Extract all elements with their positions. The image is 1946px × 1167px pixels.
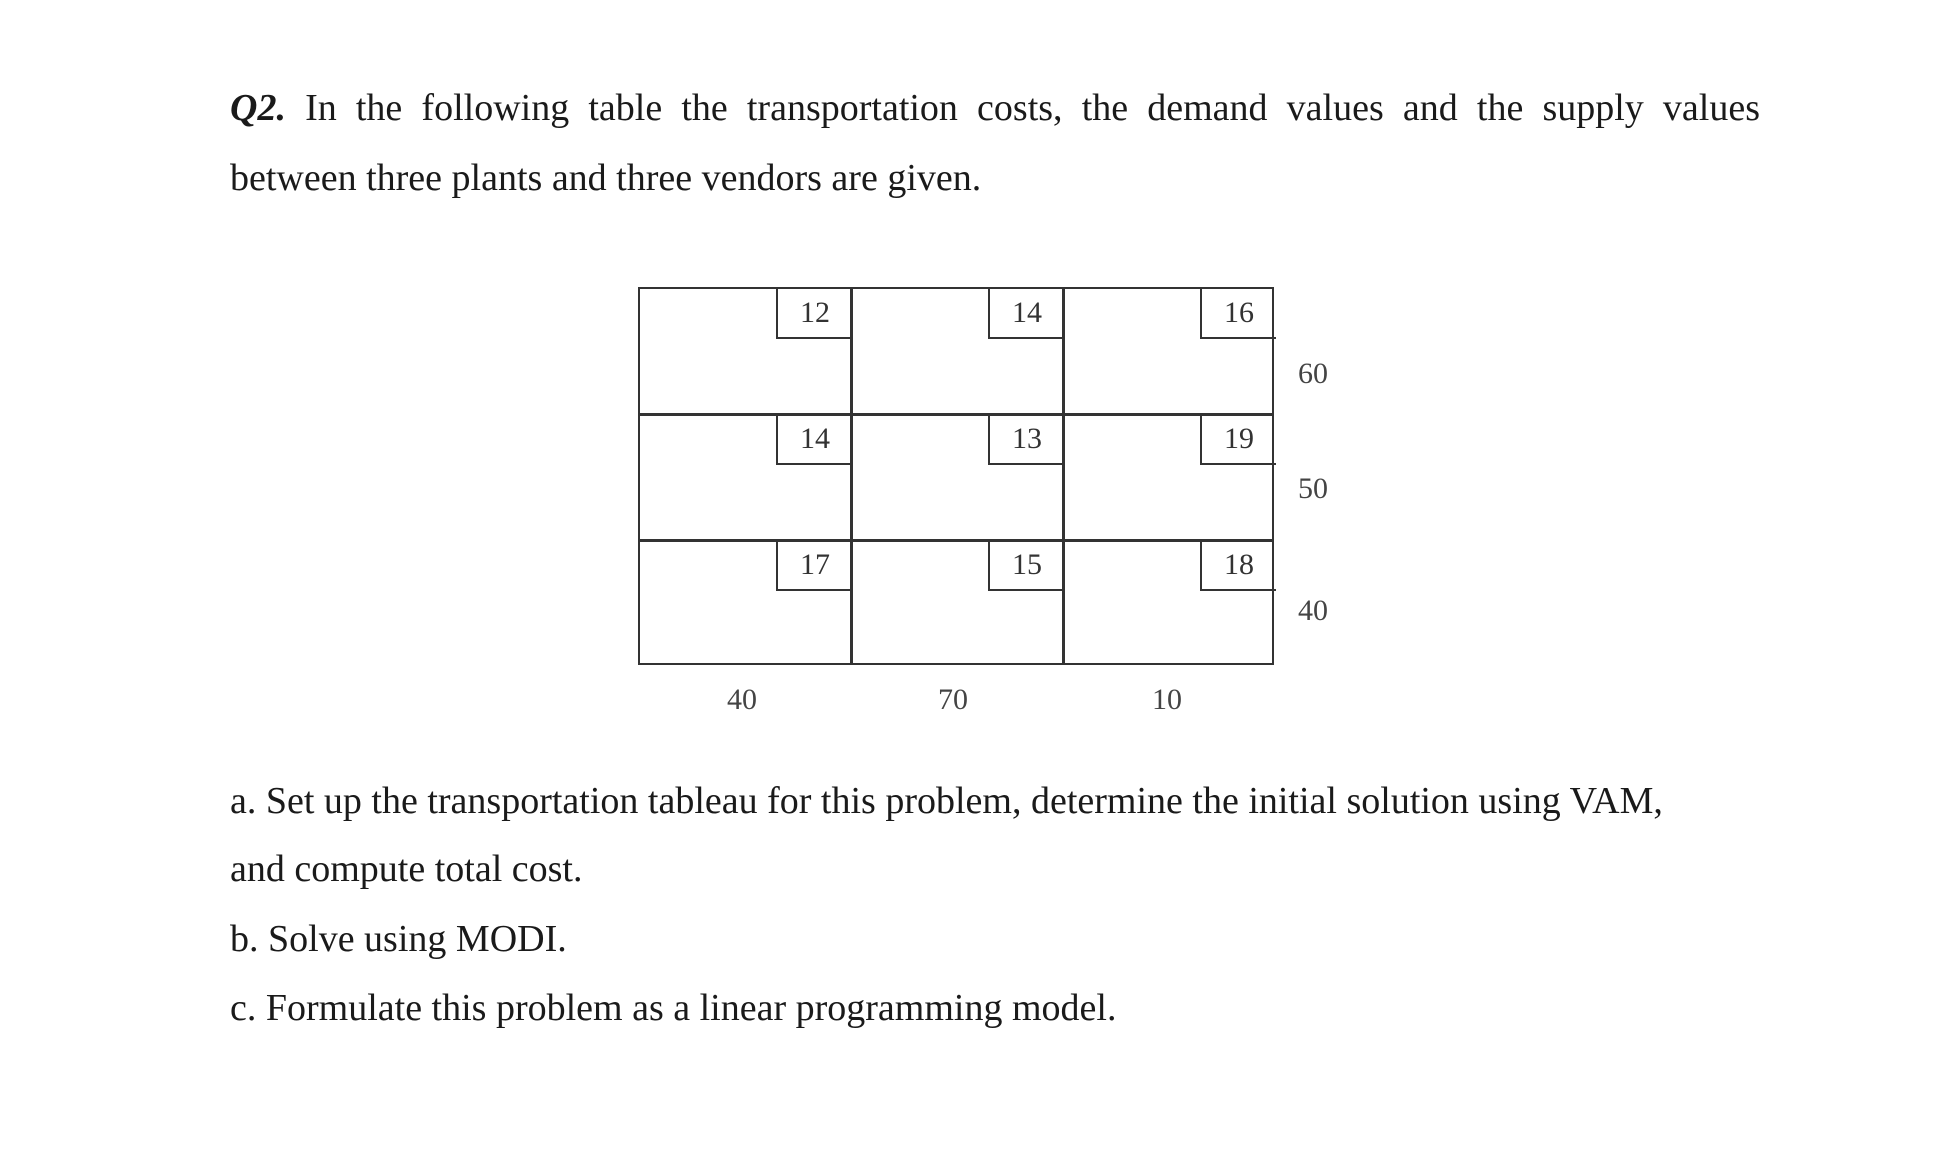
demand-value: 40: [727, 683, 757, 716]
supply-value: 50: [1298, 472, 1328, 505]
question-text: In the following table the transportation costs, the demand values and the supply values between three plants and three vendors are given.: [230, 87, 1760, 199]
cost-cell: 15: [988, 541, 1064, 591]
cost-cell: 16: [1200, 289, 1276, 339]
part-c: c. Formulate this problem as a linear programming model.: [230, 987, 1117, 1029]
row-divider: [640, 413, 1272, 416]
question-label: Q2.: [230, 87, 286, 129]
cost-cell: 13: [988, 415, 1064, 465]
cost-cell: 14: [776, 415, 852, 465]
column-divider: [1062, 289, 1065, 663]
cost-cell: 14: [988, 289, 1064, 339]
cost-cell: 17: [776, 541, 852, 591]
question-intro: [230, 73, 1760, 213]
row-divider: [640, 539, 1272, 542]
cost-cell: 18: [1200, 541, 1276, 591]
part-a-line1: a. Set up the transportation tableau for this problem, determine the initial solution using VAM,: [230, 780, 1663, 822]
supply-value: 40: [1298, 594, 1328, 627]
demand-value: 10: [1152, 683, 1182, 716]
part-b: b. Solve using MODI.: [230, 918, 567, 960]
cost-cell: 12: [776, 289, 852, 339]
supply-value: 60: [1298, 357, 1328, 390]
column-divider: [850, 289, 853, 663]
part-a-line2: and compute total cost.: [230, 848, 583, 890]
demand-value: 70: [938, 683, 968, 716]
transportation-tableau: [638, 287, 1274, 665]
cost-cell: 19: [1200, 415, 1276, 465]
